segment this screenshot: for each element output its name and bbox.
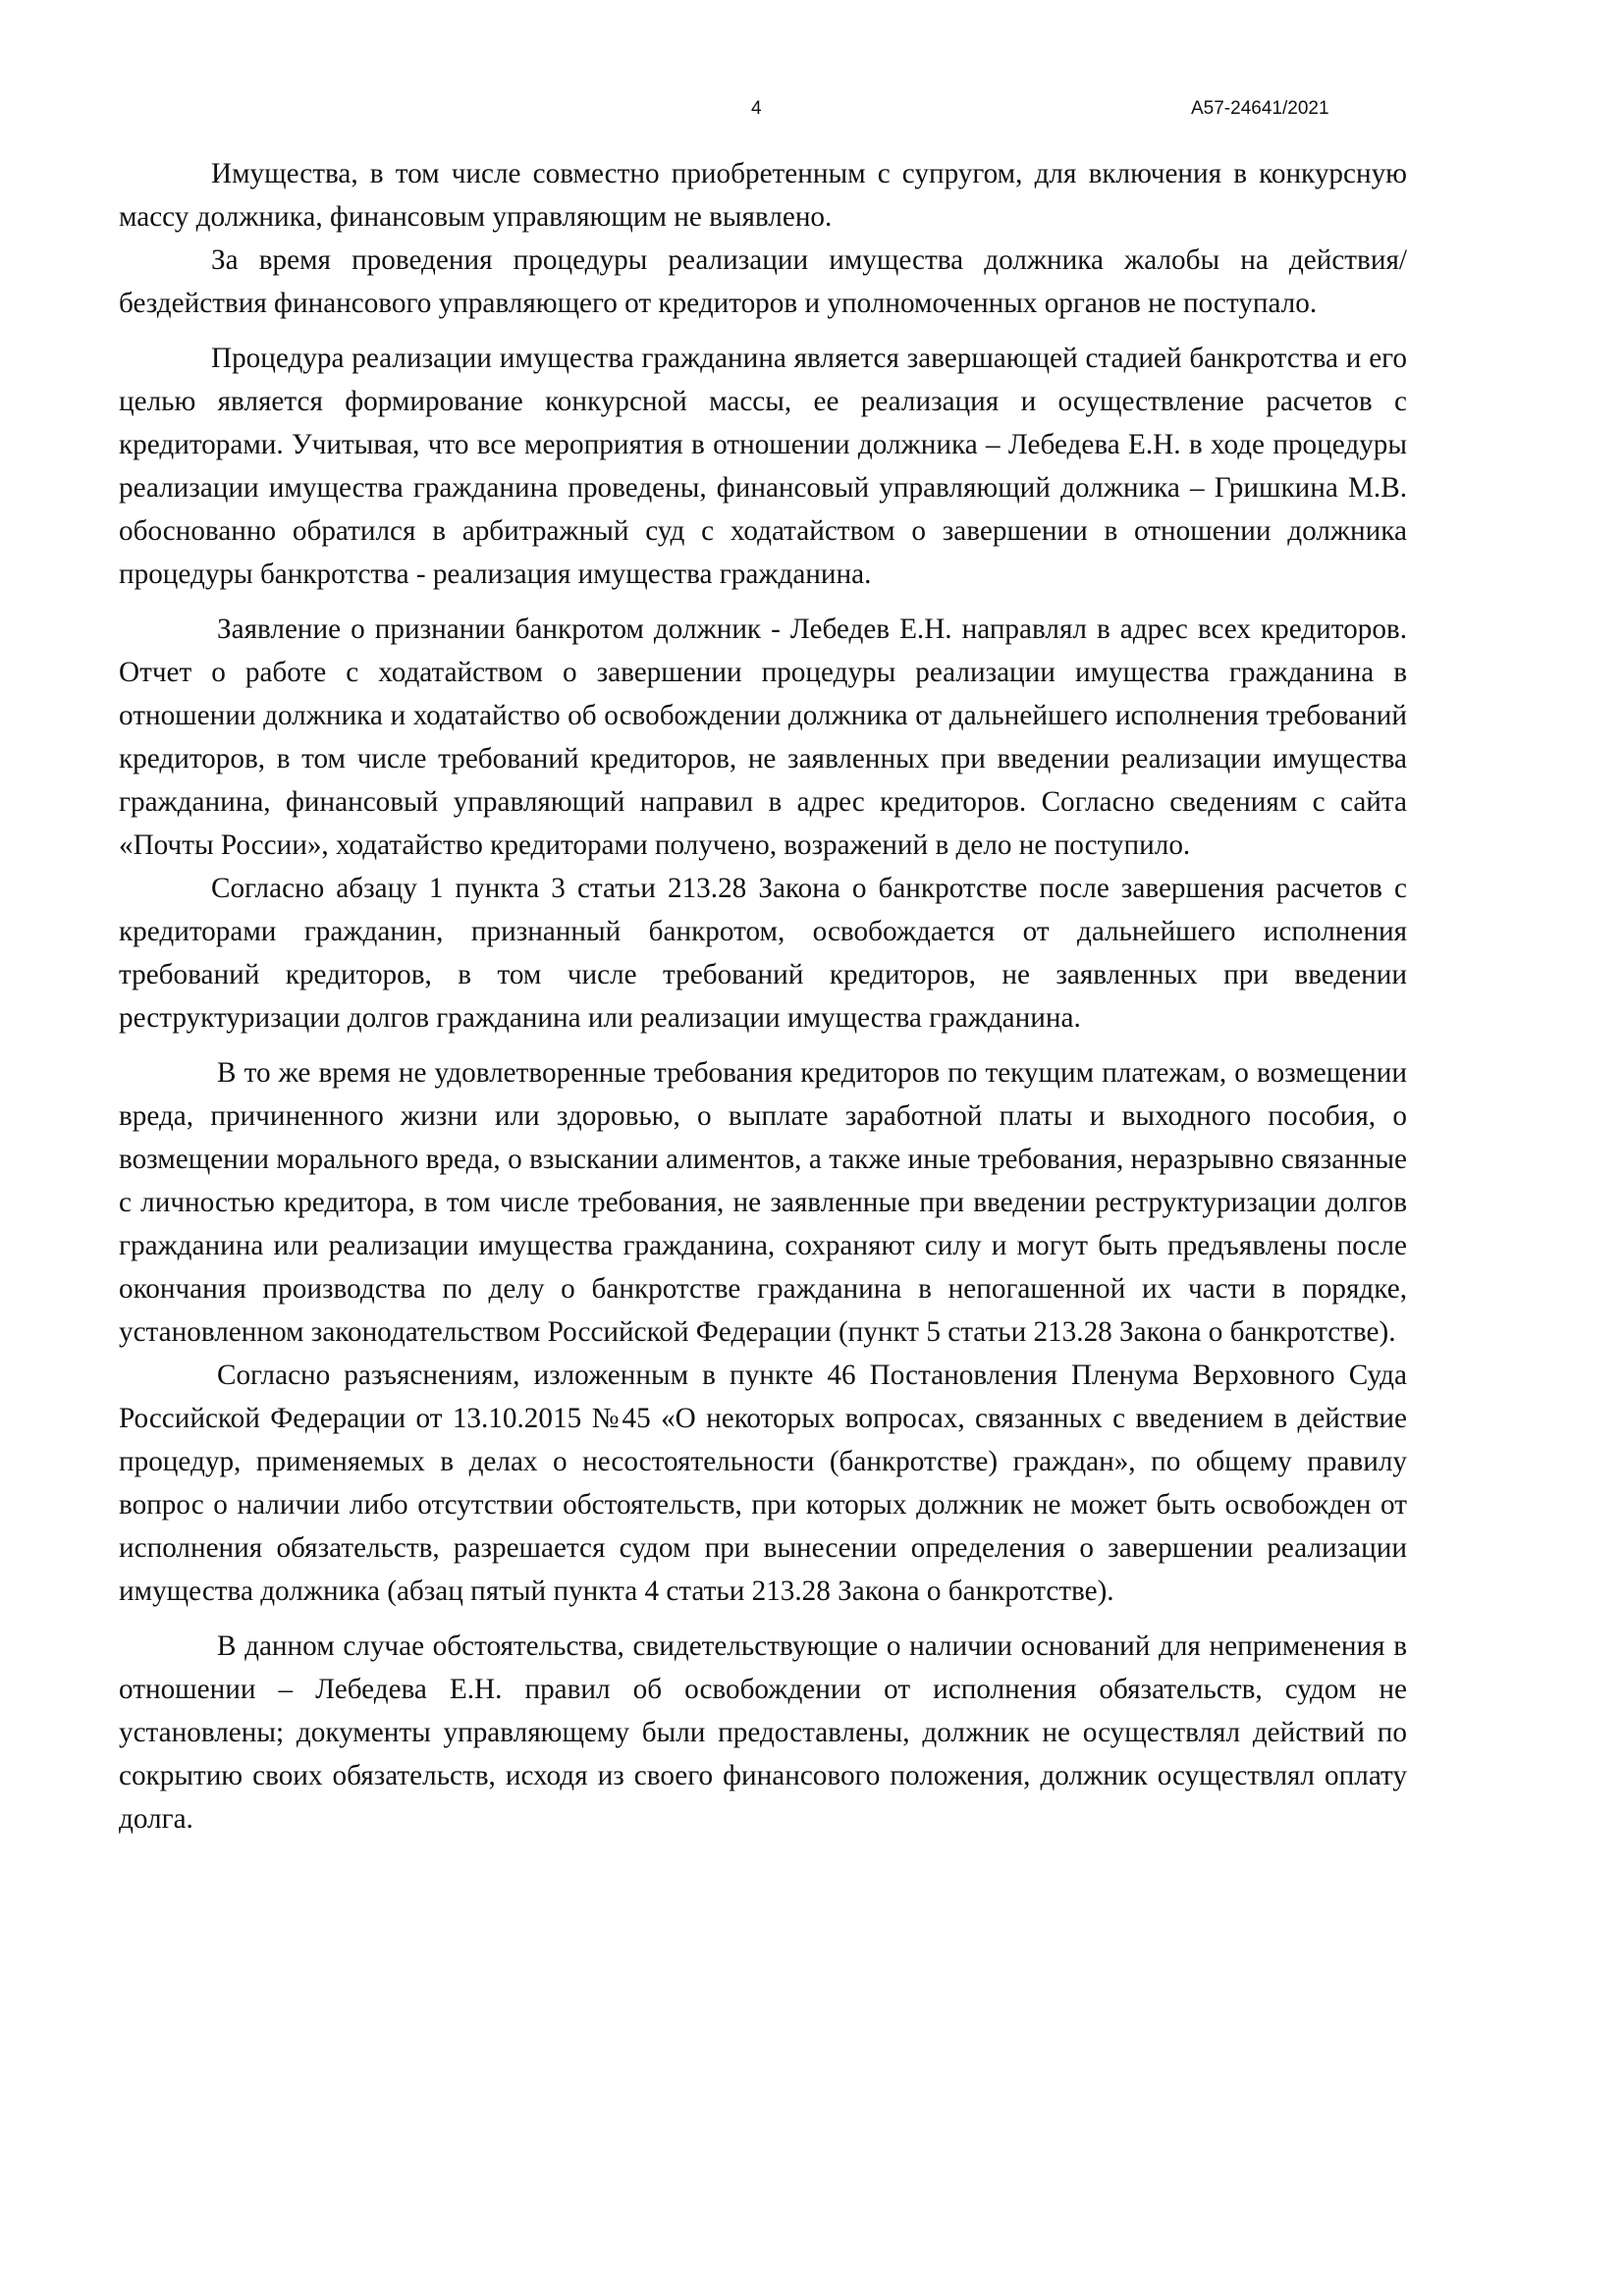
paragraph-4: Заявление о признании банкротом должник - Лебедев Е.Н. направлял в адрес всех кредиторов. Отчет о работе с ходатайством о завершении процедуры реализации имущества гражданина в отношении должника и ходатайство об освобождении должника от дальнейшего исполнения требований кредиторов, в том числе требований кредиторов, не заявленных при введении реализации имущества гражданина, финансовый управляющий направил в адрес кредиторов. Согласно сведениям с сайта «Почты России», ходатайство кредиторами получено, возражений в дело не поступило. xyxy=(119,614,1407,861)
paragraph-5: Согласно абзацу 1 пункта 3 статьи 213.28 Закона о банкротстве после завершения расчетов с кредиторами гражданин, признанный банкротом, освобождается от дальнейшего исполнения требований кредиторов, в том числе требований кредиторов, не заявленных при введении реструктуризации долгов гражданина или реализации имущества гражданина. xyxy=(119,873,1407,1034)
paragraph-3: Процедура реализации имущества гражданина является завершающей стадией банкротства и его целью является формирование конкурсной массы, ее реализация и осуществление расчетов с кредиторами. Учитывая, что все мероприятия в отношении должника – Лебедева Е.Н. в ходе процедуры реализации имущества гражданина проведены, финансовый управляющий должника – Гришкина М.В. обоснованно обратился в арбитражный суд с ходатайством о завершении в отношении должника процедуры банкротства - реализация имущества гражданина. xyxy=(119,343,1407,590)
page-number: 4 xyxy=(751,98,762,119)
paragraph-1: Имущества, в том числе совместно приобретенным с супругом, для включения в конкурсную массу должника, финансовым управляющим не выявлено. xyxy=(119,158,1407,233)
paragraph-6: В то же время не удовлетворенные требования кредиторов по текущим платежам, о возмещении вреда, причиненного жизни или здоровью, о выплате заработной платы и выходного пособия, о возмещении морального вреда, о взыскании алиментов, а также иные требования, неразрывно связанные с личностью кредитора, в том числе требования, не заявленные при введении реструктуризации долгов гражданина или реализации имущества гражданина, сохраняют силу и могут быть предъявлены после окончания производства по делу о банкротстве гражданина в непогашенной их части в порядке, установленном законодательством Российской Федерации (пункт 5 статьи 213.28 Закона о банкротстве). xyxy=(119,1057,1407,1348)
document-body xyxy=(119,152,1407,1841)
paragraph-2: За время проведения процедуры реализации имущества должника жалобы на действия/бездействия финансового управляющего от кредиторов и уполномоченных органов не поступало. xyxy=(119,244,1407,319)
page-header xyxy=(0,98,1624,128)
paragraph-8: В данном случае обстоятельства, свидетельствующие о наличии оснований для неприменения в отношении – Лебедева Е.Н. правил об освобождении от исполнения обязательств, судом не установлены; документы управляющему были предоставлены, должник не осуществлял действий по сокрытию своих обязательств, исходя из своего финансового положения, должник осуществлял оплату долга. xyxy=(119,1630,1407,1835)
paragraph-7: Согласно разъяснениям, изложенным в пункте 46 Постановления Пленума Верховного Суда Российской Федерации от 13.10.2015 №45 «О некоторых вопросах, связанных с введением в действие процедур, применяемых в делах о несостоятельности (банкротстве) граждан», по общему правилу вопрос о наличии либо отсутствии обстоятельств, при которых должник не может быть освобожден от исполнения обязательств, разрешается судом при вынесении определения о завершении реализации имущества должника (абзац пятый пункта 4 статьи 213.28 Закона о банкротстве). xyxy=(119,1360,1407,1607)
case-number: А57-24641/2021 xyxy=(1191,98,1329,119)
